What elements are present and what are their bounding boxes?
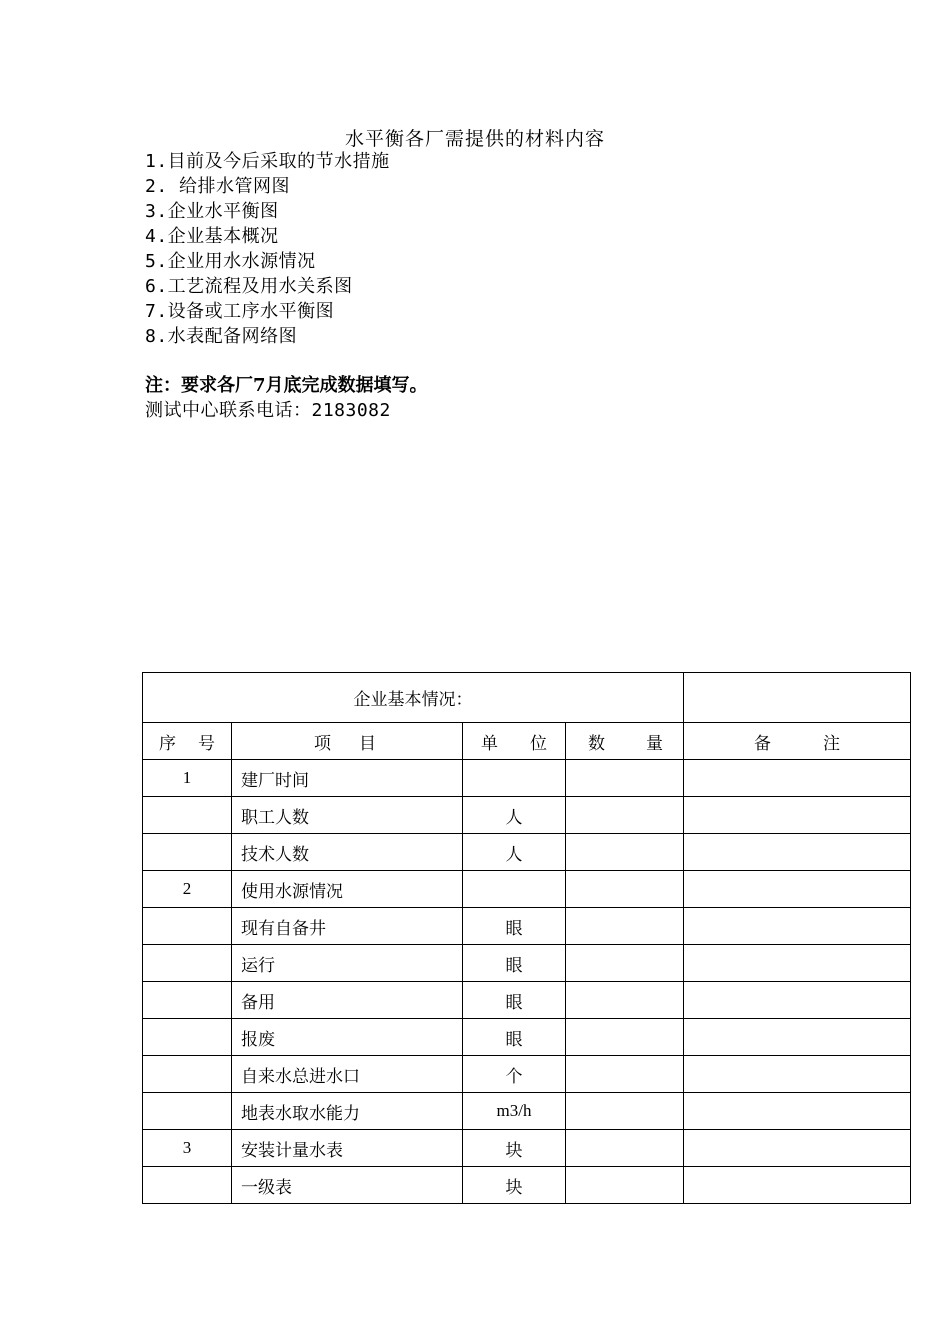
row-item-cell: 运行 — [232, 945, 463, 982]
list-item: 7.设备或工序水平衡图 — [145, 301, 335, 322]
row-remark-cell — [684, 945, 911, 982]
list-item: 2. 给排水管网图 — [145, 176, 291, 197]
materials-list — [145, 149, 390, 349]
row-unit-cell — [463, 760, 566, 797]
row-item-cell: 地表水取水能力 — [232, 1093, 463, 1130]
row-item-cell: 自来水总进水口 — [232, 1056, 463, 1093]
row-unit-cell: 个 — [463, 1056, 566, 1093]
row-num-cell — [143, 1019, 232, 1056]
row-item-cell: 安装计量水表 — [232, 1130, 463, 1167]
row-unit-cell: m3/h — [463, 1093, 566, 1130]
row-num-cell: 1 — [143, 760, 232, 797]
header-item: 项 目 — [232, 723, 463, 760]
row-remark-cell — [684, 760, 911, 797]
row-num-cell — [143, 1093, 232, 1130]
list-item: 1.目前及今后采取的节水措施 — [145, 151, 390, 172]
row-remark-cell — [684, 982, 911, 1019]
document-title: 水平衡各厂需提供的材料内容 — [344, 128, 605, 150]
row-qty-cell — [566, 1130, 684, 1167]
row-num-cell — [143, 1056, 232, 1093]
row-unit-cell: 眼 — [463, 908, 566, 945]
row-unit-cell — [463, 871, 566, 908]
row-remark-cell — [684, 797, 911, 834]
table-row — [143, 982, 911, 1019]
row-qty-cell — [566, 760, 684, 797]
header-qty: 数 量 — [566, 723, 684, 760]
row-unit-cell: 眼 — [463, 945, 566, 982]
header-remark: 备 注 — [684, 723, 911, 760]
row-remark-cell — [684, 1056, 911, 1093]
table-row — [143, 908, 911, 945]
row-item-cell: 技术人数 — [232, 834, 463, 871]
table-row — [143, 760, 911, 797]
row-qty-cell — [566, 871, 684, 908]
table-row — [143, 945, 911, 982]
row-unit-cell: 人 — [463, 834, 566, 871]
header-unit: 单 位 — [463, 723, 566, 760]
row-qty-cell — [566, 1093, 684, 1130]
row-num-cell: 3 — [143, 1130, 232, 1167]
row-num-cell — [143, 945, 232, 982]
row-qty-cell — [566, 945, 684, 982]
table-row — [143, 1093, 911, 1130]
row-remark-cell — [684, 1167, 911, 1204]
row-item-cell: 备用 — [232, 982, 463, 1019]
list-item: 8.水表配备网络图 — [145, 326, 298, 347]
table-title-row — [143, 673, 911, 723]
list-item: 6.工艺流程及用水关系图 — [145, 276, 353, 297]
table-row — [143, 1130, 911, 1167]
row-num-cell — [143, 834, 232, 871]
row-num-cell — [143, 982, 232, 1019]
list-item: 4.企业基本概况 — [145, 226, 279, 247]
table-row — [143, 1167, 911, 1204]
row-qty-cell — [566, 908, 684, 945]
enterprise-info-table — [142, 672, 911, 1204]
header-num: 序 号 — [143, 723, 232, 760]
row-item-cell: 建厂时间 — [232, 760, 463, 797]
list-item: 3.企业水平衡图 — [145, 201, 279, 222]
column-header-row — [143, 723, 911, 760]
table-row — [143, 871, 911, 908]
row-qty-cell — [566, 1167, 684, 1204]
row-num-cell: 2 — [143, 871, 232, 908]
row-item-cell: 现有自备井 — [232, 908, 463, 945]
row-qty-cell — [566, 834, 684, 871]
row-unit-cell: 块 — [463, 1167, 566, 1204]
row-unit-cell: 人 — [463, 797, 566, 834]
row-item-cell: 使用水源情况 — [232, 871, 463, 908]
table-row — [143, 1019, 911, 1056]
row-qty-cell — [566, 982, 684, 1019]
table-row — [143, 797, 911, 834]
row-item-cell: 职工人数 — [232, 797, 463, 834]
row-unit-cell: 眼 — [463, 1019, 566, 1056]
row-qty-cell — [566, 797, 684, 834]
row-remark-cell — [684, 1130, 911, 1167]
row-remark-cell — [684, 1019, 911, 1056]
table-title: 企业基本情况： — [143, 673, 684, 723]
deadline-note: 注：要求各厂7月底完成数据填写。 — [145, 375, 428, 396]
row-num-cell — [143, 797, 232, 834]
row-remark-cell — [684, 908, 911, 945]
row-qty-cell — [566, 1056, 684, 1093]
row-remark-cell — [684, 871, 911, 908]
row-remark-cell — [684, 1093, 911, 1130]
row-remark-cell — [684, 834, 911, 871]
row-num-cell — [143, 1167, 232, 1204]
contact-phone: 测试中心联系电话：2183082 — [145, 400, 391, 421]
table-title-blank-cell — [684, 673, 911, 723]
row-unit-cell: 眼 — [463, 982, 566, 1019]
row-item-cell: 报废 — [232, 1019, 463, 1056]
row-qty-cell — [566, 1019, 684, 1056]
row-unit-cell: 块 — [463, 1130, 566, 1167]
table-row — [143, 834, 911, 871]
table-row — [143, 1056, 911, 1093]
row-item-cell: 一级表 — [232, 1167, 463, 1204]
list-item: 5.企业用水水源情况 — [145, 251, 316, 272]
row-num-cell — [143, 908, 232, 945]
